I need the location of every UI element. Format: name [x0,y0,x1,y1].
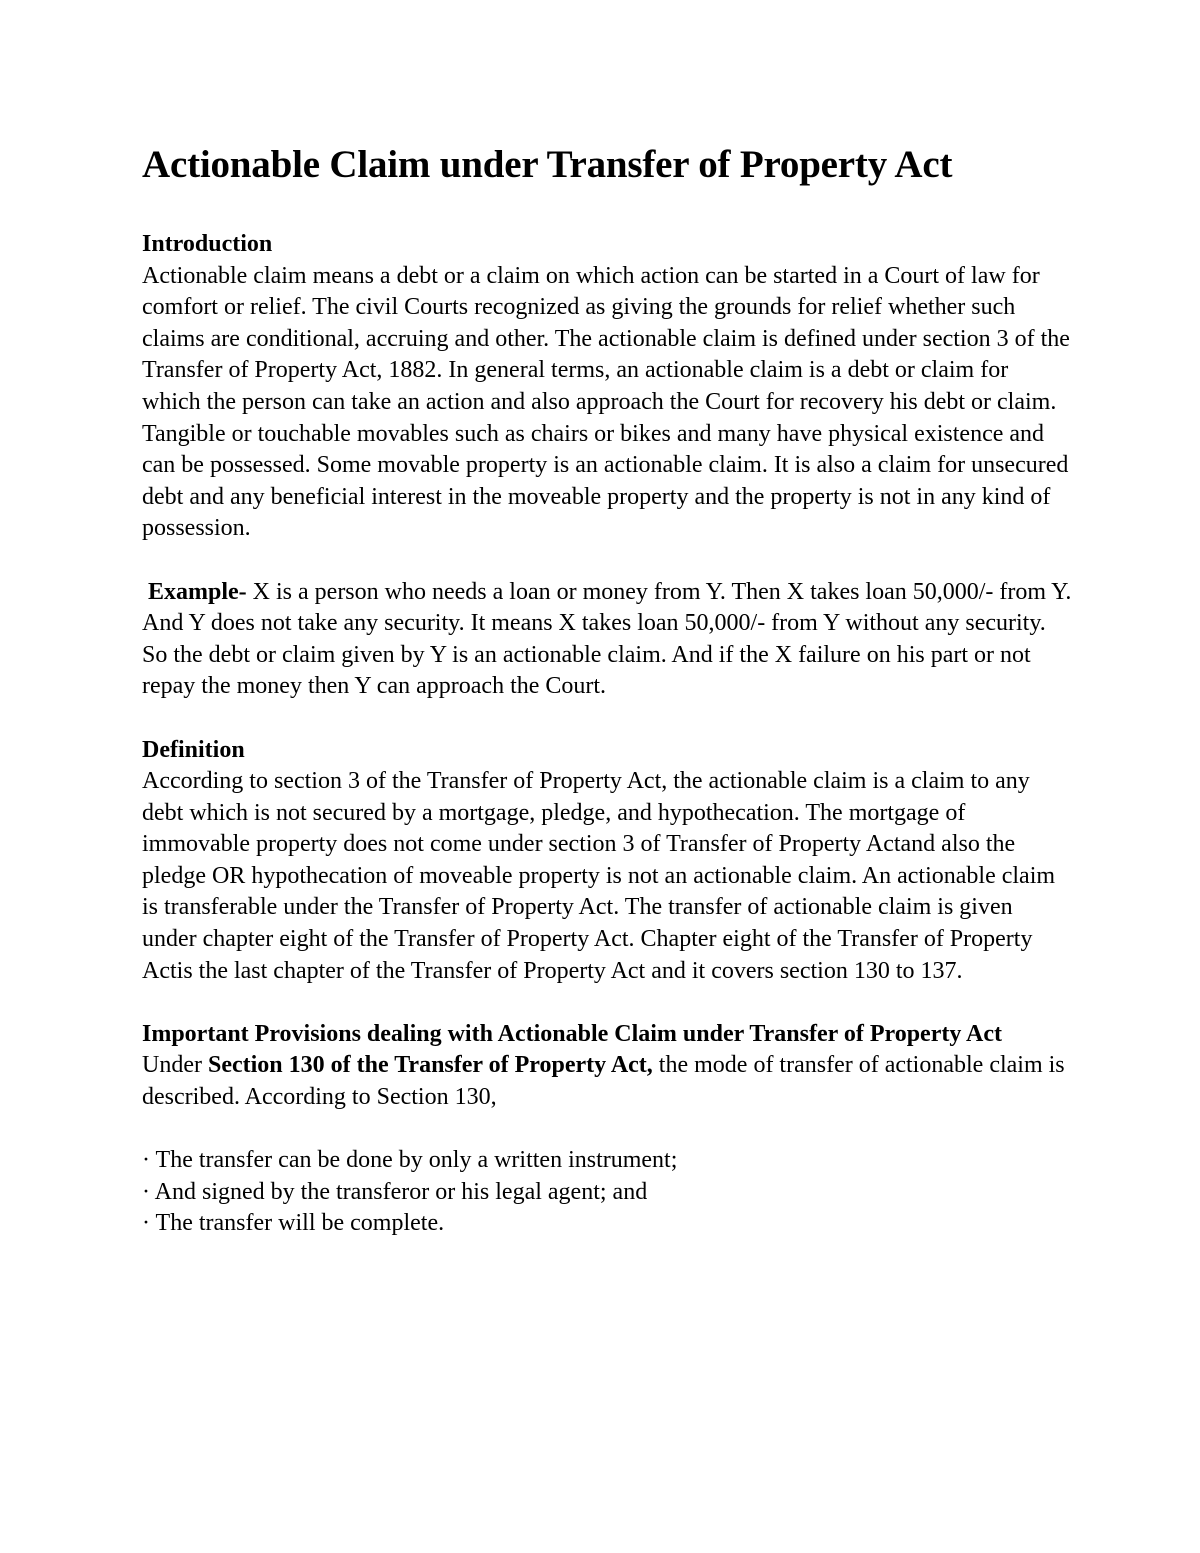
provisions-bullet-list [142,1145,1072,1240]
provisions-intro [142,1050,1072,1113]
definition-heading: Definition [142,736,245,763]
definition-paragraph: According to section 3 of the Transfer of Property Act, the actionable claim is a claim to any debt which is not secured by a mortgage, pledge, and hypothecation. The mortgage of immovable property does not come under section 3 of Transfer of Property Actand also the pledge OR hypothecation of moveable property is not an actionable claim. An actionable claim is transferable under the Transfer of Property Act. The transfer of actionable claim is given under chapter eight of the Transfer of Property Act. Chapter eight of the Transfer of Property Actis the last chapter of the Transfer of Property Act and it covers section 130 to 137. [142,768,1056,984]
introduction-paragraph-1: Actionable claim means a debt or a claim on which action can be started in a Court of law for comfort or relief. The civil Courts recognized as giving the grounds for relief whether such claims are conditional, accruing and other. The actionable claim is defined under section 3 of the Transfer of Property Act, 1882. In general terms, an actionable claim is a debt or claim for which the person can take an action and also approach the Court for recovery his debt or claim. [142,262,1070,415]
provisions-section [142,1019,1072,1240]
provisions-heading: Important Provisions dealing with Actionable Claim under Transfer of Property Act [142,1020,1003,1047]
provisions-intro-bold: Section 130 of the Transfer of Property Act, [207,1052,653,1079]
list-item: · The transfer will be complete. [142,1210,445,1237]
introduction-heading: Introduction [142,231,273,257]
definition-section [142,735,1072,988]
document-title: Actionable Claim under Transfer of Property Act [142,143,953,186]
list-item: · And signed by the transferor or his legal agent; and [142,1178,648,1205]
spacer [142,188,1072,229]
spacer [142,987,1072,1019]
spacer [142,1114,1072,1146]
introduction-section [142,229,1072,545]
provisions-intro-suffix: the mode of transfer of actionable claim is described. According to Section 130, [142,1052,1065,1111]
provisions-intro-prefix: Under [142,1052,208,1079]
introduction-paragraph-2: Tangible or touchable movables such as chairs or bikes and many have physical existence and can be possessed. Some movable property is an actionable claim. It is also a claim for unsecured debt and any beneficial interest in the moveable property and the property is not in any kind of possession. [142,420,1069,542]
example-section [142,577,1072,703]
spacer [142,545,1072,577]
spacer [142,703,1072,735]
example-text: X is a person who needs a loan or money from Y. Then X takes loan 50,000/- from Y. And Y does not take any security. It means X takes loan 50,000/- from Y without any security. So the debt or claim given by Y is an actionable claim. And if the X failure on his part or not repay the money then Y can approach the Court. [142,578,1072,700]
example-paragraph [142,577,1072,703]
list-item: · The transfer can be done by only a written instrument; [142,1147,678,1174]
document-content [142,142,1072,1240]
example-label: Example- [148,578,247,605]
